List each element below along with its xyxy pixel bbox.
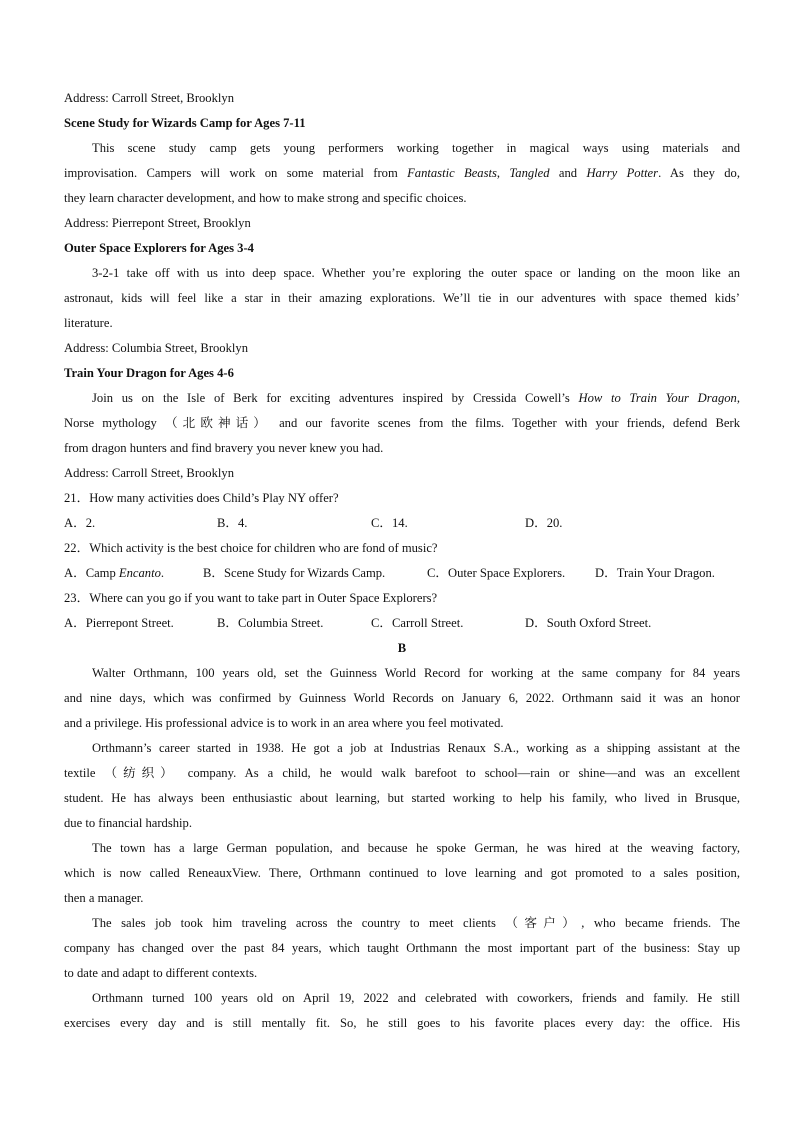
address-line: Address: Carroll Street, Brooklyn [64, 91, 234, 105]
paragraph-line: from dragon hunters and find bravery you never knew you had. [64, 441, 384, 455]
paragraph-line: they learn character development, and how to make strong and specific choices. [64, 191, 467, 205]
paragraph-line: then a manager. [64, 891, 144, 905]
paragraph-line: The sales job took him traveling across the country to meet clients （客户）, who became friends. The [92, 916, 740, 930]
option-a[interactable]: A．2. [64, 516, 96, 530]
paragraph-line: The town has a large German population, and because he spoke German, he was hired at the weaving factory, [92, 841, 740, 855]
section-title-dragon: Train Your Dragon for Ages 4-6 [64, 366, 234, 380]
paragraph-line: Join us on the Isle of Berk for exciting adventures inspired by Cressida Cowell’s How to Train Your Dragon, [92, 391, 740, 405]
question-22-options [64, 561, 740, 586]
option-b[interactable]: B．Columbia Street. [217, 616, 324, 630]
paragraph-line: due to financial hardship. [64, 816, 192, 830]
question-21-stem: 21．How many activities does Child’s Play NY offer? [64, 491, 339, 505]
document-page [64, 86, 740, 1036]
paragraph-line: and a privilege. His professional advice is to work in an area where you feel motivated. [64, 716, 504, 730]
paragraph-line: and nine days, which was confirmed by Guinness World Records on January 6, 2022. Orthmann said it was an honor [64, 691, 740, 705]
paragraph-line: astronaut, kids will feel like a star in their amazing explorations. We’ll tie in our adventures with space themed kids’ [64, 291, 740, 305]
paragraph-line: exercises every day and is still mentally fit. So, he still goes to his favorite places every day: the office. His [64, 1016, 740, 1030]
part-b-heading: B [397, 641, 407, 655]
option-b[interactable]: B．Scene Study for Wizards Camp. [203, 566, 386, 580]
paragraph-line: to date and adapt to different contexts. [64, 966, 258, 980]
paragraph-line: Orthmann’s career started in 1938. He got a job at Industrias Renaux S.A., working as a shipping assistant at the [92, 741, 740, 755]
paragraph-line: 3-2-1 take off with us into deep space. Whether you’re exploring the outer space or landing on the moon like an [92, 266, 740, 280]
paragraph-line: which is now called ReneauxView. There, Orthmann continued to love learning and got promoted to a sales position, [64, 866, 740, 880]
question-21-options [64, 511, 740, 536]
question-23-stem: 23．Where can you go if you want to take part in Outer Space Explorers? [64, 591, 438, 605]
option-c[interactable]: C．Carroll Street. [371, 616, 464, 630]
question-23-options [64, 611, 740, 636]
address-line: Address: Carroll Street, Brooklyn [64, 466, 234, 480]
title-how-to-train-your-dragon: How to Train Your Dragon [578, 391, 737, 405]
section-title-outer-space: Outer Space Explorers for Ages 3-4 [64, 241, 254, 255]
title-tangled: Tangled [509, 166, 550, 180]
paragraph-line: Orthmann turned 100 years old on April 19, 2022 and celebrated with coworkers, friends and family. He still [92, 991, 740, 1005]
section-title-wizards: Scene Study for Wizards Camp for Ages 7-11 [64, 116, 306, 130]
paragraph-line: literature. [64, 316, 113, 330]
paragraph-line: student. He has always been enthusiastic about learning, but started working to help his family, who lived in Brusque, [64, 791, 740, 805]
address-line: Address: Columbia Street, Brooklyn [64, 341, 248, 355]
option-b[interactable]: B．4. [217, 516, 248, 530]
option-d[interactable]: D．20. [525, 516, 563, 530]
option-d[interactable]: D．Train Your Dragon. [595, 566, 715, 580]
paragraph-line: textile （纺织） company. As a child, he would walk barefoot to school—rain or shine—and was an excellent [64, 766, 740, 780]
paragraph-line: This scene study camp gets young performers working together in magical ways using materials and [92, 141, 740, 155]
paragraph-line: improvisation. Campers will work on some material from Fantastic Beasts, Tangled and Harry Potter. As they do, [64, 166, 740, 180]
title-harry-potter: Harry Potter [586, 166, 659, 180]
paragraph-line: Walter Orthmann, 100 years old, set the Guinness World Record for working at the same company for 84 years [92, 666, 740, 680]
paragraph-line: Norse mythology （北欧神话） and our favorite scenes from the films. Together with your friends, defend Berk [64, 416, 740, 430]
question-22-stem: 22．Which activity is the best choice for children who are fond of music? [64, 541, 438, 555]
address-line: Address: Pierrepont Street, Brooklyn [64, 216, 251, 230]
option-c[interactable]: C．14. [371, 516, 408, 530]
title-fantastic-beasts: Fantastic Beasts [407, 166, 497, 180]
option-a[interactable]: A．Pierrepont Street. [64, 616, 174, 630]
option-d[interactable]: D．South Oxford Street. [525, 616, 652, 630]
option-a[interactable]: A．Camp Encanto. [64, 566, 165, 580]
option-c[interactable]: C．Outer Space Explorers. [427, 566, 566, 580]
paragraph-line: company has changed over the past 84 years, which taught Orthmann the most important part of the business: Stay up [64, 941, 740, 955]
